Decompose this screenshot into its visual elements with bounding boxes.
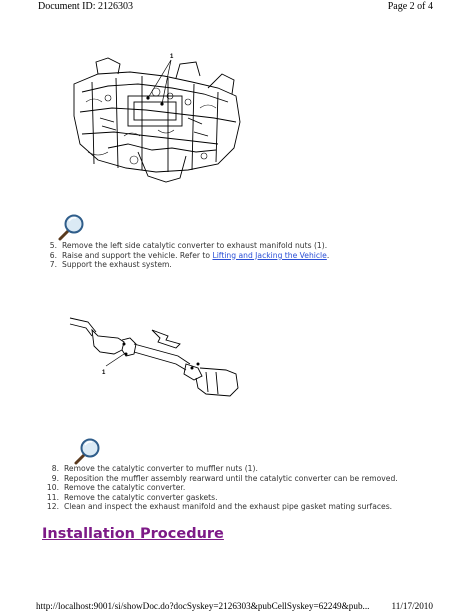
callout-1: 1 [102, 370, 106, 376]
list-item: 12. Clean and inspect the exhaust manifold and the exhaust pipe gasket mating surfaces. [46, 502, 393, 512]
section-title: Installation Procedure [42, 526, 224, 542]
removal-steps-a [40, 241, 329, 270]
exhaust-manifold-figure [68, 52, 246, 192]
list-item: 8. Remove the catalytic converter to muffler nuts (1). [51, 464, 258, 473]
magnifier-icon[interactable] [72, 436, 102, 466]
footer-url: http://localhost:9001/si/showDoc.do?docSyskey=2126303&pubCellSyskey=62249&pub... [36, 601, 370, 611]
list-item: 6. Raise and support the vehicle. Refer to Lifting and Jacking the Vehicle. [49, 250, 330, 260]
removal-steps-b [42, 464, 398, 512]
magnifier-icon[interactable] [56, 212, 86, 242]
list-item: 5. Remove the left side catalytic converter to exhaust manifold nuts (1). [49, 241, 328, 250]
page-number: Page 2 of 4 [387, 1, 433, 12]
list-item: 9. Reposition the muffler assembly rearward until the catalytic converter can be removed. [51, 473, 398, 483]
callout-1: 1 [170, 54, 174, 60]
document-id: Document ID: 2126303 [38, 1, 133, 12]
catalytic-converter-figure [66, 308, 242, 402]
lifting-jacking-link[interactable]: Lifting and Jacking the Vehicle [212, 250, 327, 260]
list-item: 11. Remove the catalytic converter gaskets. [46, 492, 218, 502]
list-item: 10. Remove the catalytic converter. [46, 483, 186, 493]
footer-date: 11/17/2010 [391, 601, 433, 611]
list-item: 7. Support the exhaust system. [49, 260, 172, 270]
